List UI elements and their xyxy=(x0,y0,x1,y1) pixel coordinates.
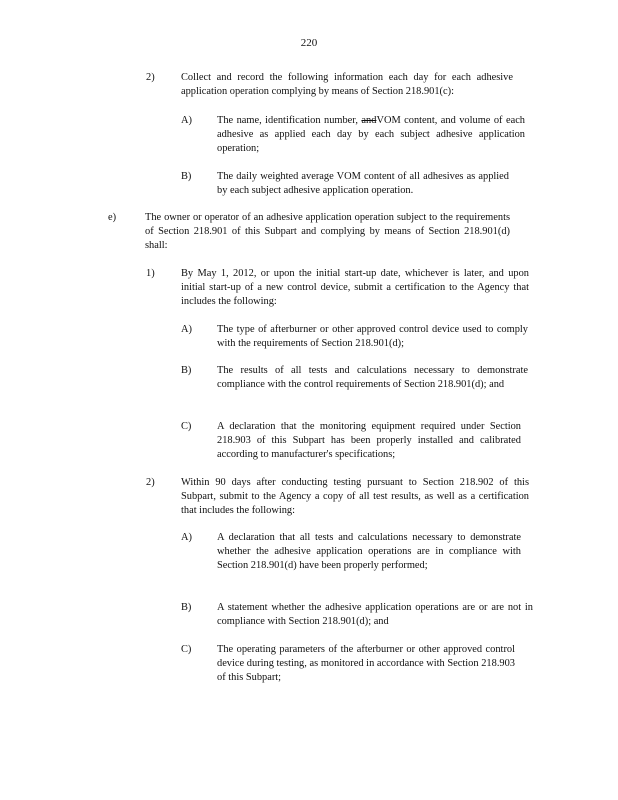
paragraph-text xyxy=(217,114,525,157)
paragraph-text: The type of afterburner or other approved control device used to comply with the requirements of Section 218.901(d); xyxy=(217,324,528,350)
item-label: B) xyxy=(181,365,192,376)
item-label: A) xyxy=(181,115,192,126)
item-label: A) xyxy=(181,324,192,335)
paragraph-text: The owner or operator of an adhesive application operation subject to the requirements of Section 218.901 of this Subpart and complying by means of Section 218.901(d) shall: xyxy=(145,212,510,252)
paragraph-text: Within 90 days after conducting testing pursuant to Section 218.902 of this Subpart, submit to the Agency a copy of all test results, as well as a certification that includes the following: xyxy=(181,477,529,517)
paragraph-text: The operating parameters of the afterburner or other approved control device during testing, as monitored in accordance with Section 218.903 of this Subpart; xyxy=(217,644,515,684)
paragraph-text: The daily weighted average VOM content of all adhesives as applied by each subject adhesive application operation. xyxy=(217,171,509,197)
item-label: 1) xyxy=(146,268,155,279)
paragraph-text: A statement whether the adhesive application operations are or are not in compliance with Section 218.901(d); and xyxy=(217,602,533,628)
paragraph-text: By May 1, 2012, or upon the initial start-up date, whichever is later, and upon initial start-up of a new control device, submit a certification to the Agency that includes the following: xyxy=(181,268,529,308)
item-label: 2) xyxy=(146,72,155,83)
item-label: A) xyxy=(181,532,192,543)
item-label: C) xyxy=(181,644,192,655)
paragraph-text: The results of all tests and calculations necessary to demonstrate compliance with the control requirements of Section 218.901(d); and xyxy=(217,365,528,391)
item-label: C) xyxy=(181,421,192,432)
item-label: B) xyxy=(181,171,192,182)
item-label: B) xyxy=(181,602,192,613)
paragraph-text: A declaration that the monitoring equipment required under Section 218.903 of this Subpart has been properly installed and calibrated according to manufacturer's specifications; xyxy=(217,421,521,461)
item-label: 2) xyxy=(146,477,155,488)
item-label: e) xyxy=(108,212,117,223)
paragraph-text: A declaration that all tests and calculations necessary to demonstrate whether the adhesive application operations are in compliance with Section 218.901(d) have been properly performed; xyxy=(217,532,521,572)
text-segment: The name, identification number, xyxy=(217,115,358,126)
paragraph-text: Collect and record the following information each day for each adhesive application operation complying by means of Section 218.901(c): xyxy=(181,72,513,98)
text-segment: VOM content, and volume of each adhesive as applied each day by each subject adhesive application operation; xyxy=(217,115,525,155)
struck-text: and xyxy=(361,115,377,126)
page-number: 220 xyxy=(300,37,318,49)
